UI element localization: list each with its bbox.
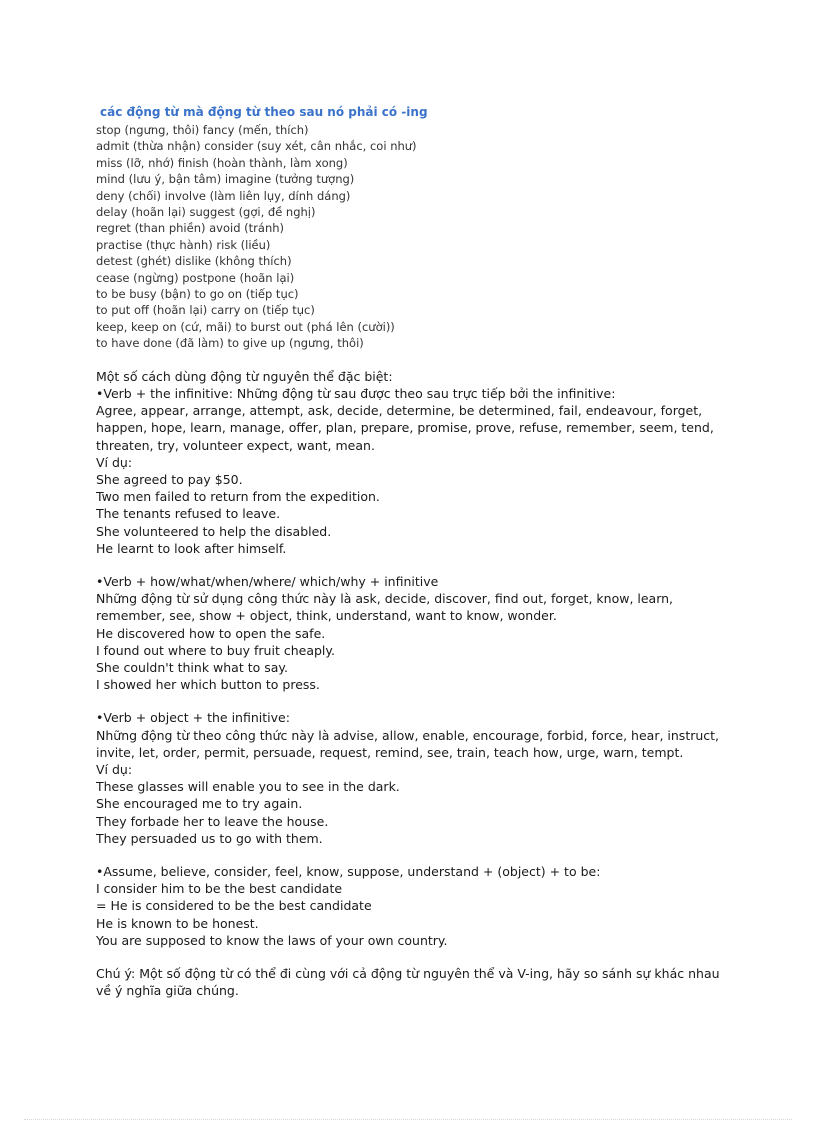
verb-pair-item: delay (hoãn lại) suggest (gợi, đề nghị) — [96, 205, 316, 220]
verb-pair-item: mind (lưu ý, bận tâm) imagine (tưởng tượng) — [96, 172, 355, 187]
example-sentence: He discovered how to open the safe. — [96, 625, 326, 641]
example-sentence: Two men failed to return from the expedition. — [96, 489, 380, 505]
infinitive-section — [96, 368, 736, 557]
verb-pair-item: to be busy (bận) to go on (tiếp tục) — [96, 287, 299, 302]
verb-pair-item: stop (ngưng, thôi) fancy (mến, thích) — [96, 123, 309, 137]
rule-line: •Verb + the infinitive: Những động từ sau được theo sau trực tiếp bởi the infinitive: — [96, 385, 616, 401]
example-sentence: She volunteered to help the disabled. — [96, 523, 332, 539]
verb-pair-item: deny (chối) involve (làm liên lụy, dính dáng) — [96, 188, 351, 203]
example-sentence: I found out where to buy fruit cheaply. — [96, 642, 335, 658]
verb-pair-item: to have done (đã làm) to give up (ngưng, thôi) — [96, 336, 364, 351]
rule-line: •Verb + how/what/when/where/ which/why + infinitive — [96, 573, 439, 589]
example-sentence: You are supposed to know the laws of your own country. — [96, 932, 448, 948]
example-sentence: The tenants refused to leave. — [96, 506, 281, 522]
verb-list-text: Agree, appear, arrange, attempt, ask, decide, determine, be determined, fail, endeavour, forget, happen, hope, learn, manage, offer, plan, prepare, promise, prove, refuse, remember, seem, tend, threaten, try, volunteer expect, want, mean. — [96, 403, 714, 453]
example-sentence: She agreed to pay $50. — [96, 471, 243, 487]
example-sentence: = He is considered to be the best candidate — [96, 898, 372, 914]
section-heading: các động từ mà động từ theo sau nó phải có -ing — [100, 105, 428, 119]
to-be-section — [96, 863, 736, 949]
section-description: Những động từ sử dụng công thức này là ask, decide, discover, find out, forget, know, learn, remember, see, show + object, think, understand, want to know, wonder. — [96, 591, 674, 624]
verb-pair-item: cease (ngừng) postpone (hoãn lại) — [96, 270, 295, 285]
example-label: Ví dụ: — [96, 761, 133, 777]
example-sentence: I consider him to be the best candidate — [96, 881, 343, 897]
question-word-section — [96, 573, 736, 693]
example-sentence: He learnt to look after himself. — [96, 540, 287, 556]
example-sentence: They persuaded us to go with them. — [96, 830, 323, 846]
verb-pair-item: detest (ghét) dislike (không thích) — [96, 254, 292, 269]
gerund-verb-list — [96, 122, 736, 352]
verb-pair-item: miss (lỡ, nhớ) finish (hoàn thành, làm xong) — [96, 155, 348, 170]
note-section — [96, 965, 736, 999]
note-text: Chú ý: Một số động từ có thể đi cùng với cả động từ nguyên thể và V-ing, hãy so sánh sự khác nhau về ý nghĩa giữa chúng. — [96, 965, 720, 999]
verb-pair-item: practise (thực hành) risk (liều) — [96, 237, 271, 252]
verb-pair-item: regret (than phiền) avoid (tránh) — [96, 221, 285, 236]
rule-line: •Assume, believe, consider, feel, know, suppose, understand + (object) + to be: — [96, 863, 601, 879]
rule-line: •Verb + object + the infinitive: — [96, 710, 290, 726]
example-sentence: He is known to be honest. — [96, 915, 259, 931]
example-sentence: They forbade her to leave the house. — [96, 813, 329, 829]
verb-pair-item: to put off (hoãn lại) carry on (tiếp tục) — [96, 303, 315, 318]
example-sentence: She couldn't think what to say. — [96, 659, 288, 675]
object-infinitive-section — [96, 709, 736, 847]
example-label: Ví dụ: — [96, 454, 133, 470]
verb-pair-item: keep, keep on (cứ, mãi) to burst out (phá lên (cười)) — [96, 319, 395, 334]
document-content — [96, 104, 736, 999]
page-bottom-divider — [24, 1119, 792, 1120]
example-sentence: These glasses will enable you to see in the dark. — [96, 779, 400, 795]
section-description: Những động từ theo công thức này là advise, allow, enable, encourage, forbid, force, hear, instruct, invite, let, order, permit, persuade, request, remind, see, train, teach how, urge, warn, tempt. — [96, 727, 720, 760]
section-intro: Một số cách dùng động từ nguyên thể đặc biệt: — [96, 368, 393, 384]
example-sentence: She encouraged me to try again. — [96, 796, 303, 812]
verb-pair-item: admit (thừa nhận) consider (suy xét, cân nhắc, coi như) — [96, 139, 417, 154]
example-sentence: I showed her which button to press. — [96, 677, 320, 693]
